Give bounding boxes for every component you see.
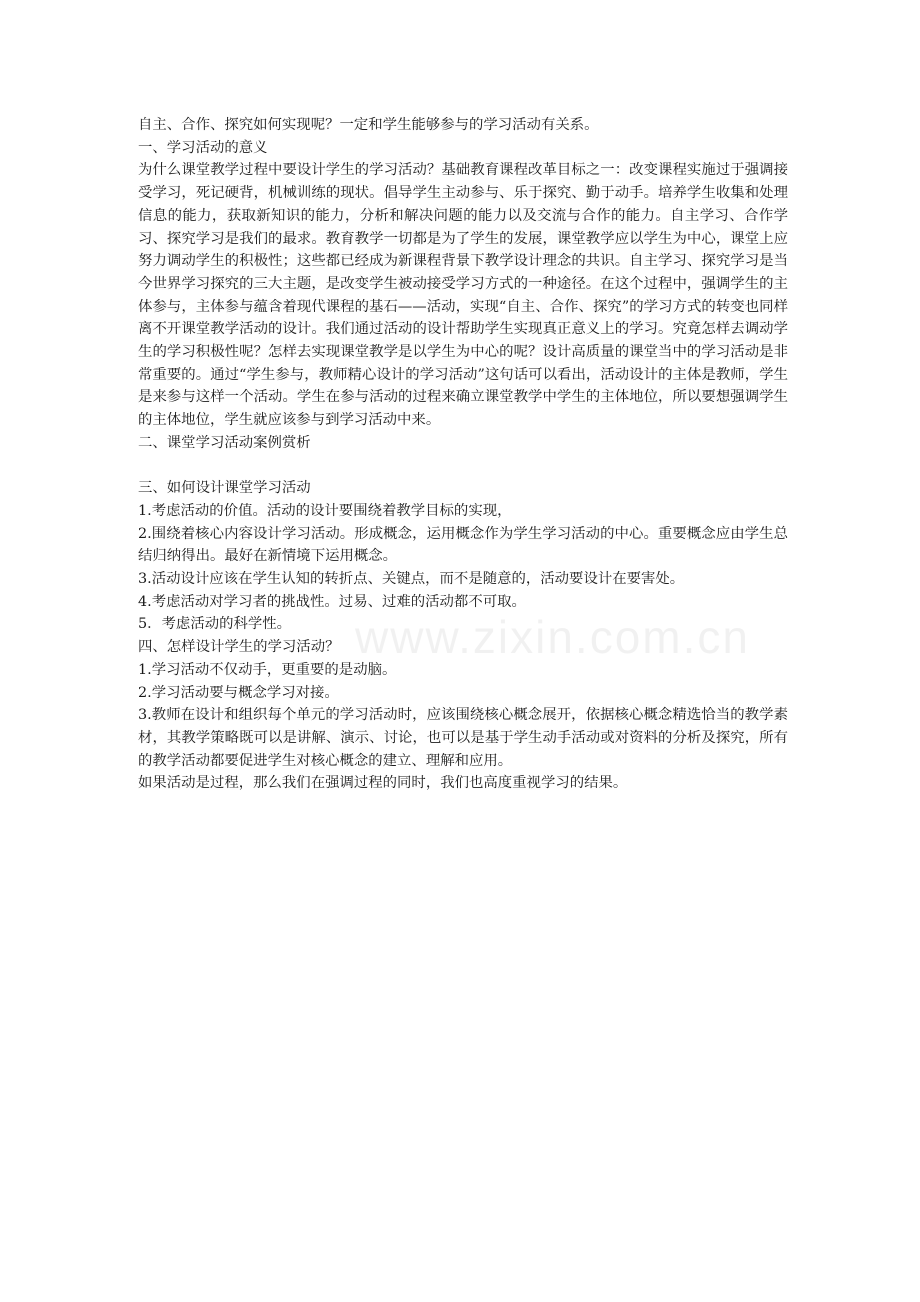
list-item-4-1: 1.学习活动不仅动手，更重要的是动脑。 [138, 661, 397, 678]
closing-paragraph: 如果活动是过程，那么我们在强调过程的同时，我们也高度重视学习的结果。 [138, 775, 628, 792]
list-item-4-2: 2.学习活动要与概念学习对接。 [138, 684, 339, 701]
section-heading-2: 二、课堂学习活动案例赏析 [138, 434, 311, 451]
body-paragraph: 为什么课堂教学过程中要设计学生的学习活动？基础教育课程改革目标之一：改变课程实施过于强调接受学习，死记硬背，机械训练的现状。倡导学生主动参与、乐于探究、勤于动手。培养学生收集和处理信息的能力，获取新知识的能力，分析和解决问题的能力以及交流与合作的能力。自主学习、合作学习、探究学习是我们的最求。教育教学一切都是为了学生的发展，课堂教学应以学生为中心，课堂上应努力调动学生的积极性；这些都已经成为新课程背景下教学设计理念的共识。自主学习、探究学习是当今世界学习探究的三大主题，是改变学生被动接受学习方式的一种途径。在这个过程中，强调学生的主体参与，主体参与蕴含着现代课程的基石——活动，实现“自主、合作、探究”的学习方式的转变也同样离不开课堂教学活动的设计。我们通过活动的设计帮助学生实现真正意义上的学习。究竟怎样去调动学生的学习积极性呢？怎样去实现课堂教学是以学生为中心的呢？设计高质量的课堂当中的学习活动是非常重要的。通过“学生参与，教师精心设计的学习活动”这句话可以看出，活动设计的主体是教师，学生是来参与这样一个活动。学生在参与活动的过程来确立课堂教学中学生的主体地位，所以要想强调学生的主体地位，学生就应该参与到学习活动中来。 [138, 162, 788, 429]
intro-paragraph: 自主、合作、探究如何实现呢？一定和学生能够参与的学习活动有关系。 [138, 117, 599, 133]
list-item-3-3: 3.活动设计应该在学生认知的转折点、关键点，而不是随意的，活动要设计在要害处。 [138, 571, 685, 588]
section-heading-3: 三、如何设计课堂学习活动 [138, 480, 311, 497]
section-heading-4: 四、怎样设计学生的学习活动？ [138, 639, 340, 656]
list-item-3-5: 5．考虑活动的科学性。 [138, 616, 292, 633]
list-item-3-4: 4.考虑活动对学习者的挑战性。过易、过难的活动都不可取。 [138, 593, 526, 610]
blank-line [138, 455, 788, 478]
watermark: www.zixin.com.cn [355, 611, 750, 663]
list-item-3-1: 1.考虑活动的价值。活动的设计要围绕着教学目标的实现， [138, 502, 512, 519]
document-body [138, 114, 788, 795]
list-item-4-3: 3.教师在设计和组织每个单元的学习活动时，应该围绕核心概念展开，依据核心概念精选恰当的教学素材，其教学策略既可以是讲解、演示、讨论，也可以是基于学生动手活动或对资料的分析及探究，所有的教学活动都要促进学生对核心概念的建立、理解和应用。 [138, 707, 788, 769]
list-item-3-2: 2.围绕着核心内容设计学习活动。形成概念，运用概念作为学生学习活动的中心。重要概念应由学生总结归纳得出。最好在新情境下运用概念。 [138, 525, 788, 565]
section-heading-1: 一、学习活动的意义 [138, 139, 268, 156]
